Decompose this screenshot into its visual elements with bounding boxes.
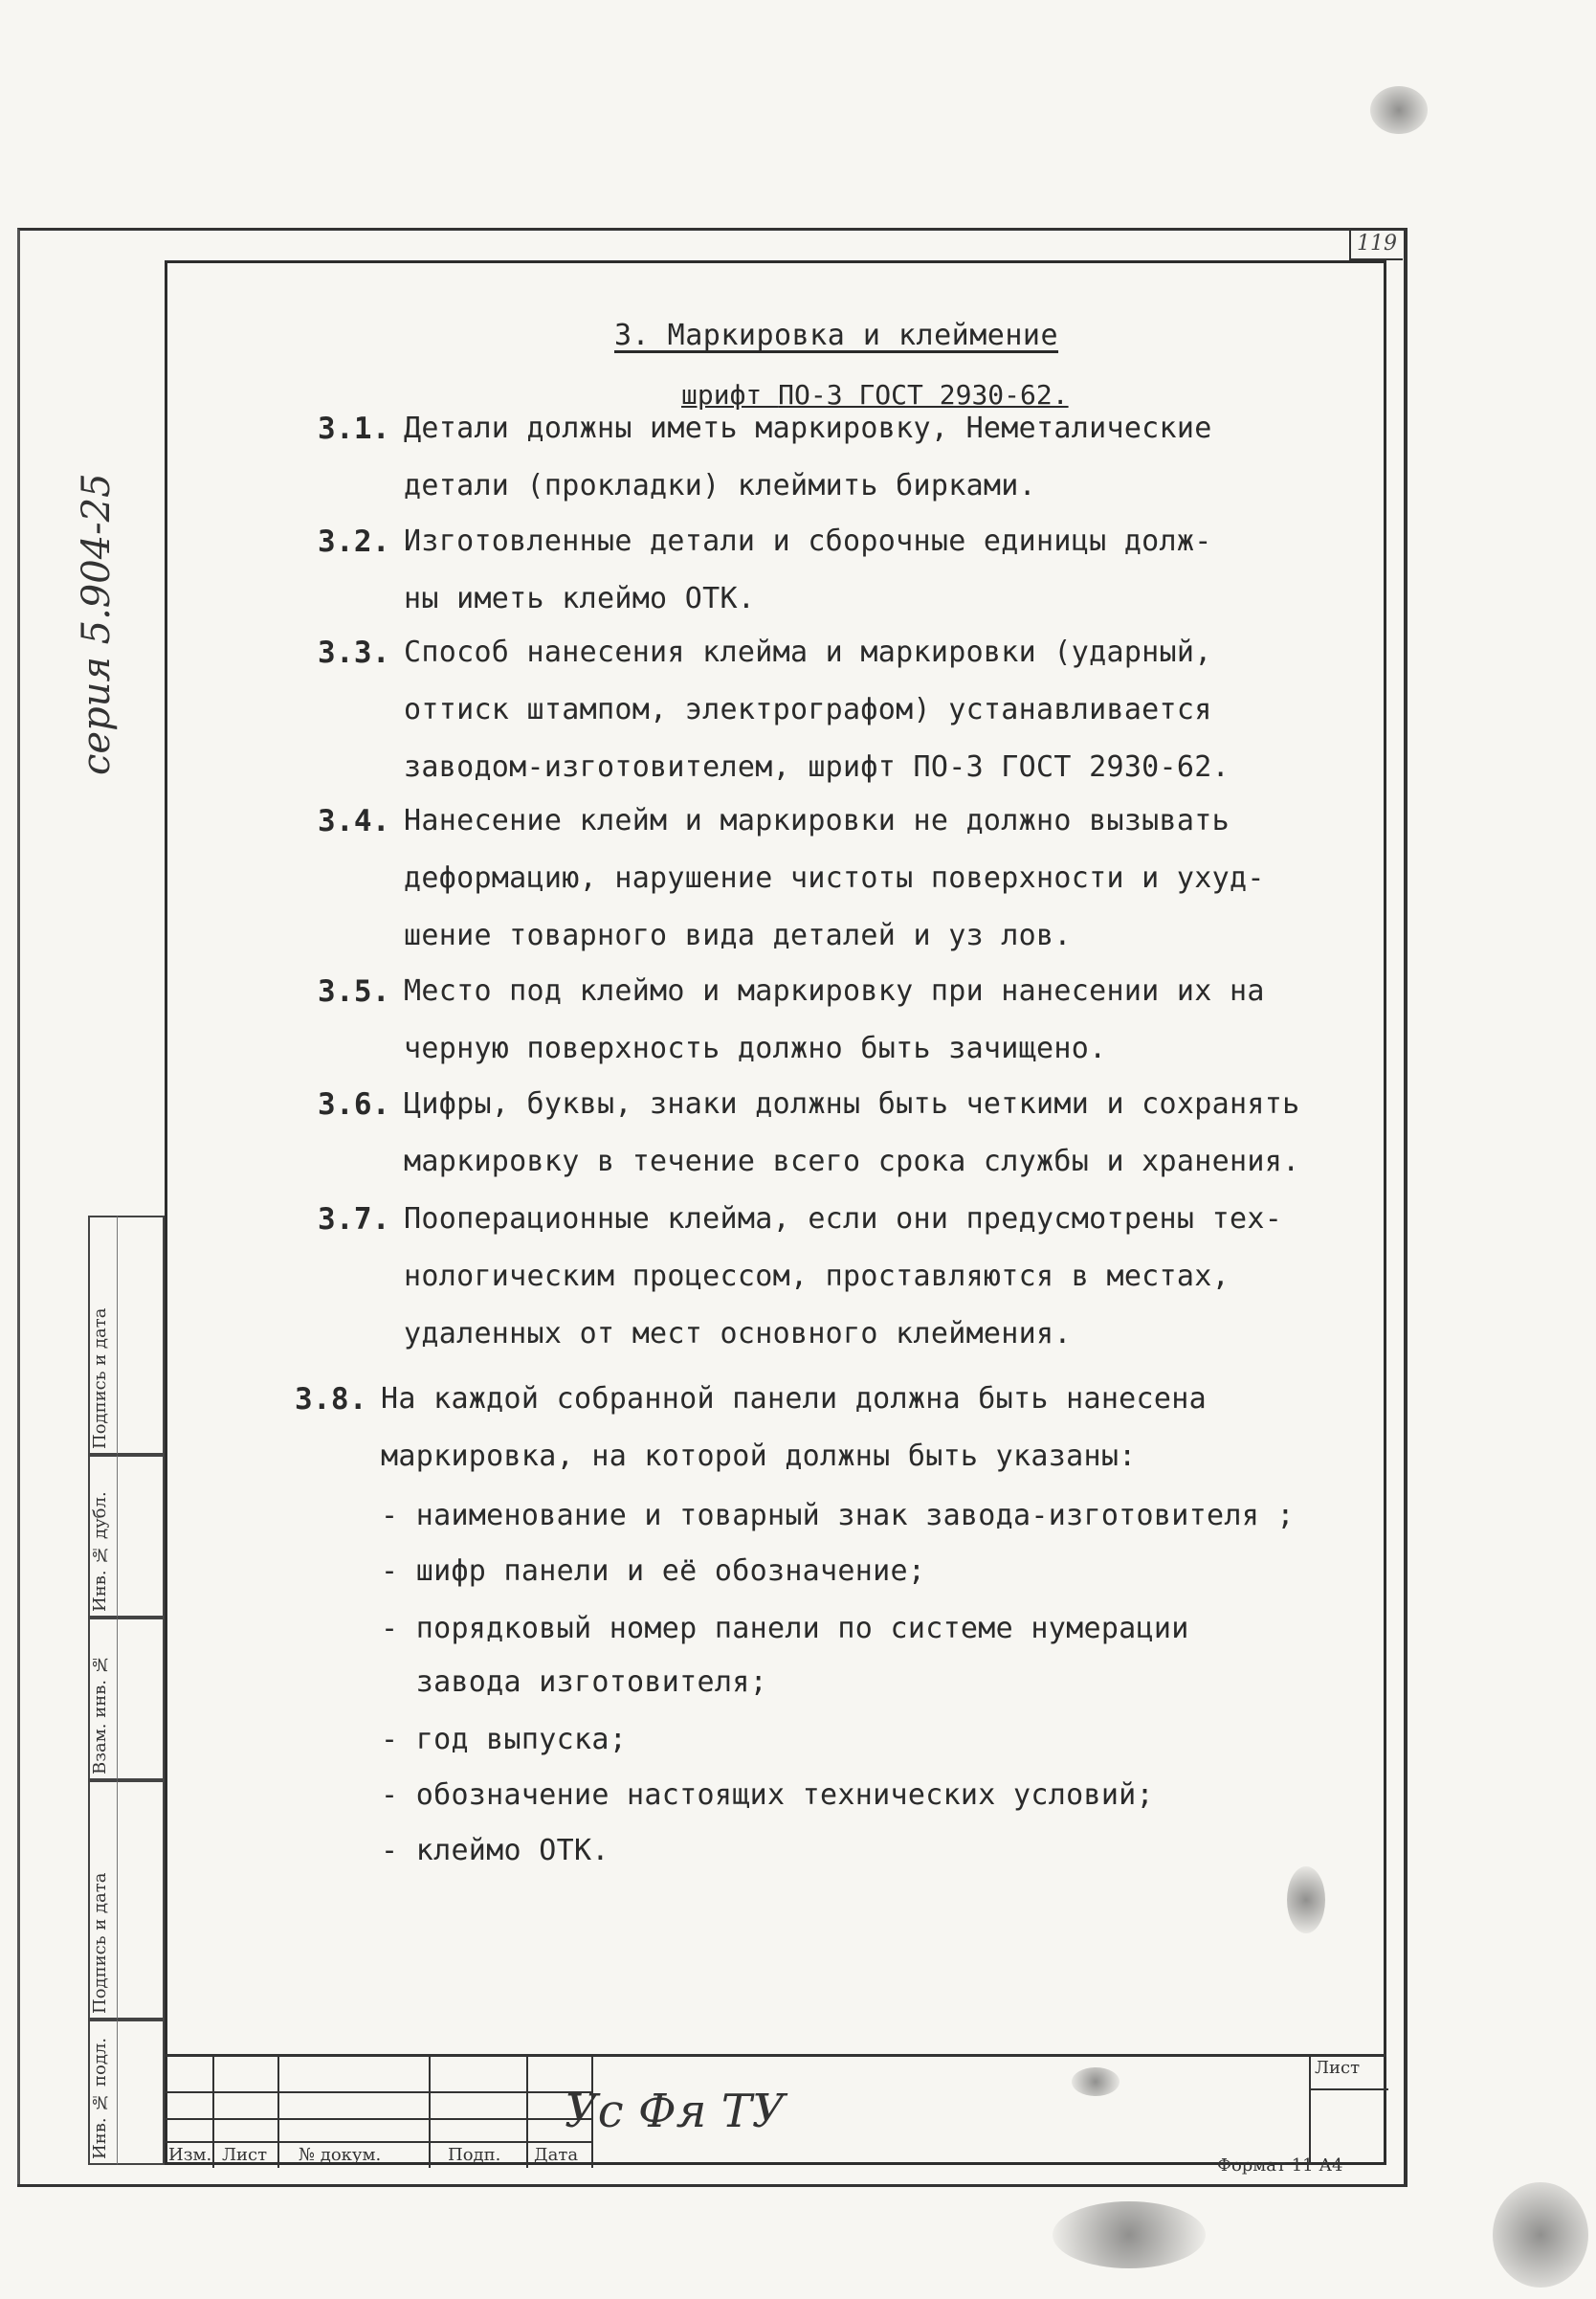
- clause-3-6: [318, 1076, 1300, 1191]
- clause-3-1: [318, 400, 1212, 515]
- stamp-field: [117, 2020, 165, 2165]
- section-title: 3. Маркировка и клеймение: [614, 319, 1059, 352]
- page-number: 119: [1349, 230, 1403, 260]
- clause-line: маркировка, на которой должны быть указаны:: [381, 1440, 1137, 1473]
- clause-line: Цифры, буквы, знаки должны быть четкими и сохранять: [404, 1087, 1300, 1121]
- clause-line: деформацию, нарушение чистоты поверхности и ухуд-: [404, 861, 1265, 895]
- clause-line: Способ нанесения клейма и маркировки (ударный,: [404, 636, 1212, 669]
- ink-smudge: [1287, 1866, 1325, 1933]
- stamp-signature-date-1: [88, 1216, 117, 1455]
- clause-line: На каждой собранной панели должна быть нанесена: [381, 1382, 1207, 1416]
- clause-line: Место под клеймо и маркировку при нанесении их на: [404, 974, 1265, 1008]
- clause-3-3: [318, 624, 1230, 796]
- clause-line: маркировку в течение всего срока службы и хранения.: [404, 1145, 1300, 1178]
- clause-3-4: [318, 792, 1265, 965]
- clause-line: черную поверхность должно быть зачищено.: [404, 1032, 1107, 1065]
- clause-number: 3.1.: [318, 412, 390, 446]
- clause-line: удаленных от мест основного клеймения.: [404, 1317, 1072, 1350]
- clause-line: ны иметь клеймо ОТК.: [404, 582, 756, 615]
- clause-line: шение товарного вида деталей и уз лов.: [404, 919, 1072, 952]
- clause-number: 3.8.: [295, 1382, 367, 1417]
- grid-line: [277, 2057, 279, 2168]
- stamp-orig-inv: [88, 2020, 117, 2165]
- stamp-signature-date-2: [88, 1780, 117, 2020]
- clause-number: 3.5.: [318, 974, 390, 1009]
- col-date-label: Дата: [534, 2145, 579, 2165]
- clause-number: 3.2.: [318, 525, 390, 559]
- ink-smudge: [1370, 86, 1428, 134]
- grid-line: [429, 2057, 431, 2168]
- bottom-trim-line: [17, 2184, 1405, 2187]
- clause-line: заводом-изготовителем, шрифт ПО-3 ГОСТ 2930-62.: [404, 750, 1230, 784]
- clause-number: 3.3.: [318, 636, 390, 670]
- marking-list-item: - год выпуска;: [381, 1723, 628, 1756]
- clause-line: детали (прокладки) клеймить бирками.: [404, 469, 1037, 502]
- sheet-divider: [1311, 2088, 1388, 2090]
- marking-list-item: - наименование и товарный знак завода-изготовителя ;: [381, 1499, 1295, 1532]
- col-sign-label: Подп.: [448, 2145, 501, 2165]
- clause-3-2: [318, 513, 1212, 628]
- col-sheet-label: Лист: [222, 2145, 268, 2165]
- format-size: А4: [1319, 2155, 1343, 2176]
- clause-3-5: [318, 963, 1265, 1078]
- marking-list-item: - обозначение настоящих технических условий;: [381, 1778, 1154, 1812]
- stamp-field: [117, 1455, 165, 1618]
- format-label: [1217, 2155, 1342, 2176]
- clause-number: 3.6.: [318, 1087, 390, 1122]
- font-note-prefix: шрифт: [681, 379, 779, 411]
- stamp-label: Инв. № дубл.: [90, 1491, 110, 1612]
- col-change-label: Изм.: [168, 2145, 212, 2165]
- sheet-box: [1309, 2054, 1388, 2165]
- marking-list-item: - клеймо ОТК.: [381, 1834, 610, 1867]
- clause-line: Изготовленные детали и сборочные единицы долж-: [404, 525, 1212, 558]
- grid-line: [526, 2057, 528, 2168]
- clause-3-8: [295, 1371, 1207, 1485]
- sheet-label: Лист: [1315, 2058, 1361, 2078]
- clause-line: нологическим процессом, проставляются в местах,: [404, 1260, 1230, 1293]
- ink-smudge: [1053, 2201, 1206, 2268]
- stamp-replaced-inv: [88, 1618, 117, 1780]
- series-label: серия 5.904-25: [75, 473, 119, 775]
- marking-list-item: - шифр панели и её обозначение;: [381, 1554, 926, 1588]
- clause-number: 3.4.: [318, 804, 390, 838]
- revision-grid: [165, 2057, 591, 2168]
- stamp-label: Подпись и дата: [90, 1872, 110, 2014]
- clause-line: оттиск штампом, электрографом) устанавливается: [404, 693, 1212, 726]
- format-text: Формат 11: [1217, 2155, 1314, 2176]
- marking-list-item: завода изготовителя;: [381, 1665, 767, 1699]
- stamp-label: Подпись и дата: [90, 1307, 110, 1449]
- stamp-dup-inv: [88, 1455, 117, 1618]
- document-designation: Ус Фя ТУ: [565, 2085, 786, 2138]
- col-doc-label: № докум.: [299, 2145, 382, 2165]
- clause-3-7: [318, 1191, 1283, 1363]
- stamp-field: [117, 1780, 165, 2020]
- clause-line: Пооперационные клейма, если они предусмотрены тех-: [404, 1202, 1283, 1236]
- marking-list-item: - порядковый номер панели по системе нумерации: [381, 1612, 1189, 1645]
- stamp-field: [117, 1618, 165, 1780]
- grid-line: [212, 2057, 214, 2168]
- clause-line: Детали должны иметь маркировку, Неметалические: [404, 412, 1212, 445]
- stamp-label: Инв. № подл.: [90, 2037, 110, 2159]
- clause-number: 3.7.: [318, 1202, 390, 1237]
- clause-line: Нанесение клейм и маркировки не должно вызывать: [404, 804, 1230, 837]
- font-note-standard: ПО-3 ГОСТ 2930-62.: [778, 379, 1069, 411]
- ink-smudge: [1493, 2182, 1588, 2288]
- stamp-label: Взам. инв. №: [90, 1654, 110, 1774]
- stamp-field: [117, 1216, 165, 1455]
